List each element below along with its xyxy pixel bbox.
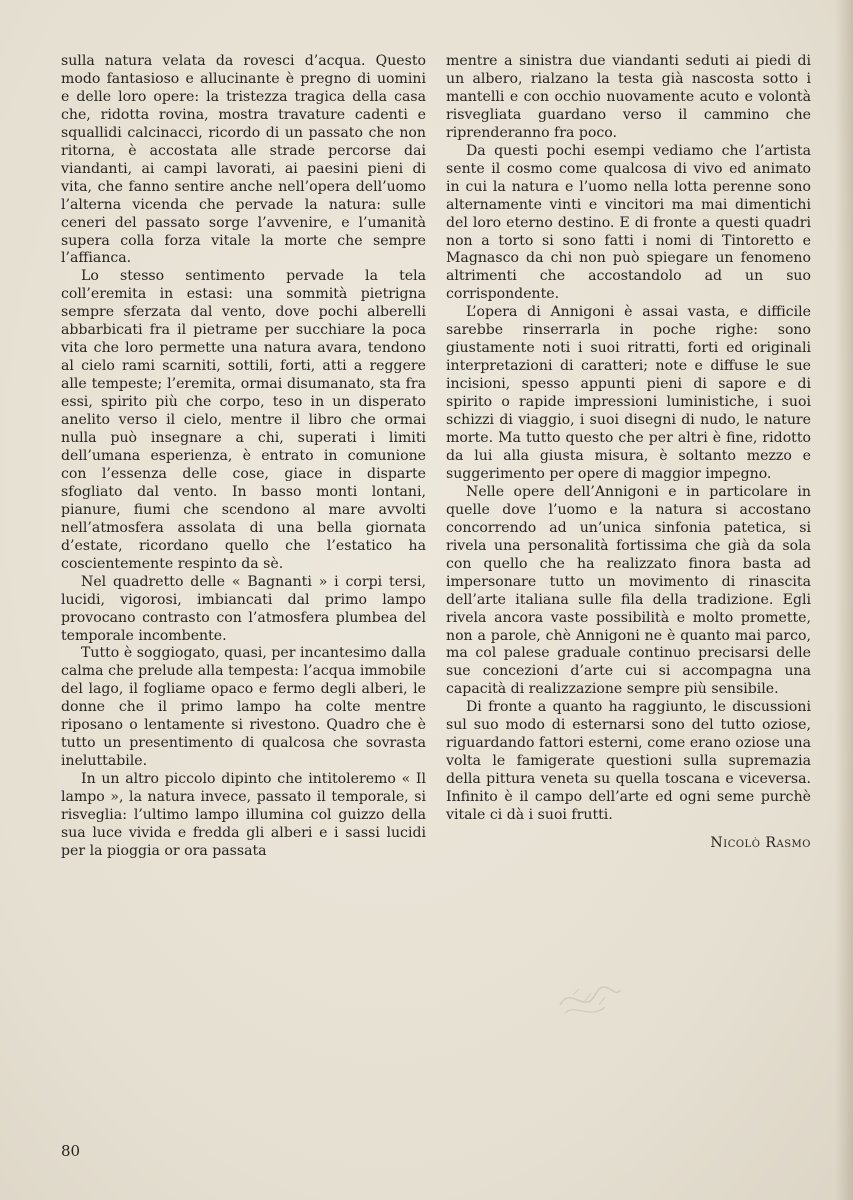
paragraph: In un altro piccolo dipinto che intitoleremo « Il lampo », la natura invece, passato il temporale, si risveglia: l’ultimo lampo illumina col guizzo della sua luce vivida e fredda gli alberi e i sassi lucidi per la pioggia or ora passata — [61, 771, 426, 859]
paragraph: L’opera di Annigoni è assai vasta, e difficile sarebbe rinserrarla in poche righe: sono giustamente noti i suoi ritratti, forti ed originali interpretazioni di caratteri; note e diffuse le sue incisioni, spesso appunti pieni di sapore e di spirito o rapide impressioni luministiche, i suoi schizzi di viaggio, i suoi disegni di nudo, le nature morte. Ma tutto questo che per altri è fine, ridotto da lui alla giusta misura, è soltanto mezzo e suggerimento per opere di maggior impegno. — [446, 304, 811, 482]
watermark-stamp — [555, 975, 625, 1025]
paragraph: Nel quadretto delle « Bagnanti » i corpi tersi, lucidi, vigorosi, imbiancati dal primo lampo provocano contrasto con l’atmosfera plumbea del temporale incombente. — [61, 573, 426, 644]
right-column — [446, 53, 811, 853]
paragraph: Lo stesso sentimento pervade la tela coll’eremita in estasi: una sommità pietrigna sempre sferzata dal vento, dove pochi alberelli abbarbicati fra il pietrame per succhiare la poca vita che loro permette una natura avara, tendono al cielo rami scarniti, sottili, forti, atti a reggere alle tempeste; l’eremita, ormai disumanato, sta fra essi, spirito più che corpo, teso in un disperato anelito verso il cielo, mentre il libro che ormai nulla può insegnare a chi, superati i limiti dell’umana esperienza, è entrato in comunione con l’essenza delle cose, giace in disparte sfogliato dal vento. In basso monti lontani, pianure, fiumi che scendono al mare avvolti nell’atmosfera assolata di una bella giornata d’estate, ricordano quello che l’estatico ha coscientemente respinto da sè. — [61, 268, 426, 572]
page-number: 80 — [61, 1142, 81, 1160]
paragraph: Di fronte a quanto ha raggiunto, le discussioni sul suo modo di esternarsi sono del tutto oziose, riguardando fattori esterni, come erano oziose una volta le famigerate questioni sulla supremazia della pittura veneta su quella toscana e viceversa. Infinito è il campo dell’arte ed ogni seme purchè vitale ci dà i suoi frutti. — [446, 699, 811, 824]
author-signature: Nicolò Rasmo — [710, 834, 811, 851]
paragraph: Da questi pochi esempi vediamo che l’artista sente il cosmo come qualcosa di vivo ed animato in cui la natura e l’uomo nella lotta perenne sono alternamente vinti e vincitori ma mai dimentichi del loro eterno destino. E di fronte a questi quadri non a torto si sono fatti i nomi di Tintoretto e Magnasco da chi non può spiegare un fenomeno altrimenti che accostandolo ad un suo corrispondente. — [446, 142, 811, 303]
paragraph: mentre a sinistra due viandanti seduti ai piedi di un albero, rialzano la testa già nascosta sotto i mantelli e con occhio nuovamente acuto e volontà risvegliata guardano verso il cammino che riprenderanno fra poco. — [446, 53, 811, 141]
paragraph: sulla natura velata da rovesci d’acqua. Questo modo fantasioso e allucinante è pregno di uomini e delle loro opere: la tristezza tragica della casa che, ridotta rovina, mostra travature cadenti e squallidi calcinacci, ricordo di un passato che non ritorna, è accostata alle strade percorse dai viandanti, ai campi lavorati, ai paesini pieni di vita, che fanno sentire anche nell’opera dell’uomo l’alterna vicenda che pervade la natura: sulle ceneri del passato sorge l’avvenire, e l’umanità supera colla forza vitale la morte che sempre l’affianca. — [61, 53, 426, 267]
paragraph: Nelle opere dell’Annigoni e in particolare in quelle dove l’uomo e la natura si accostano concorrendo ad un’unica sinfonia patetica, si rivela una personalità fortissima che già da sola con quello che ha realizzato finora basta ad impersonare tutto un movimento di rinascita dell’arte italiana sulle fila della tradizione. Egli rivela ancora vaste possibilità e molto promette, non a parole, chè Annigoni ne è quanto mai parco, ma col palese graduale continuo precisarsi delle sue concezioni d’arte cui si accompagna una capacità di realizzazione sempre più sensibile. — [446, 483, 811, 698]
binding-shadow — [835, 0, 853, 1200]
paragraph: Tutto è soggiogato, quasi, per incantesimo dalla calma che prelude alla tempesta: l’acqua immobile del lago, il fogliame opaco e fermo degli alberi, le donne che il primo lampo ha colte mentre riposano o lentamente si rivestono. Quadro che è tutto un presentimento di qualcosa che sovrasta ineluttabile. — [61, 645, 426, 770]
left-column — [61, 53, 426, 861]
